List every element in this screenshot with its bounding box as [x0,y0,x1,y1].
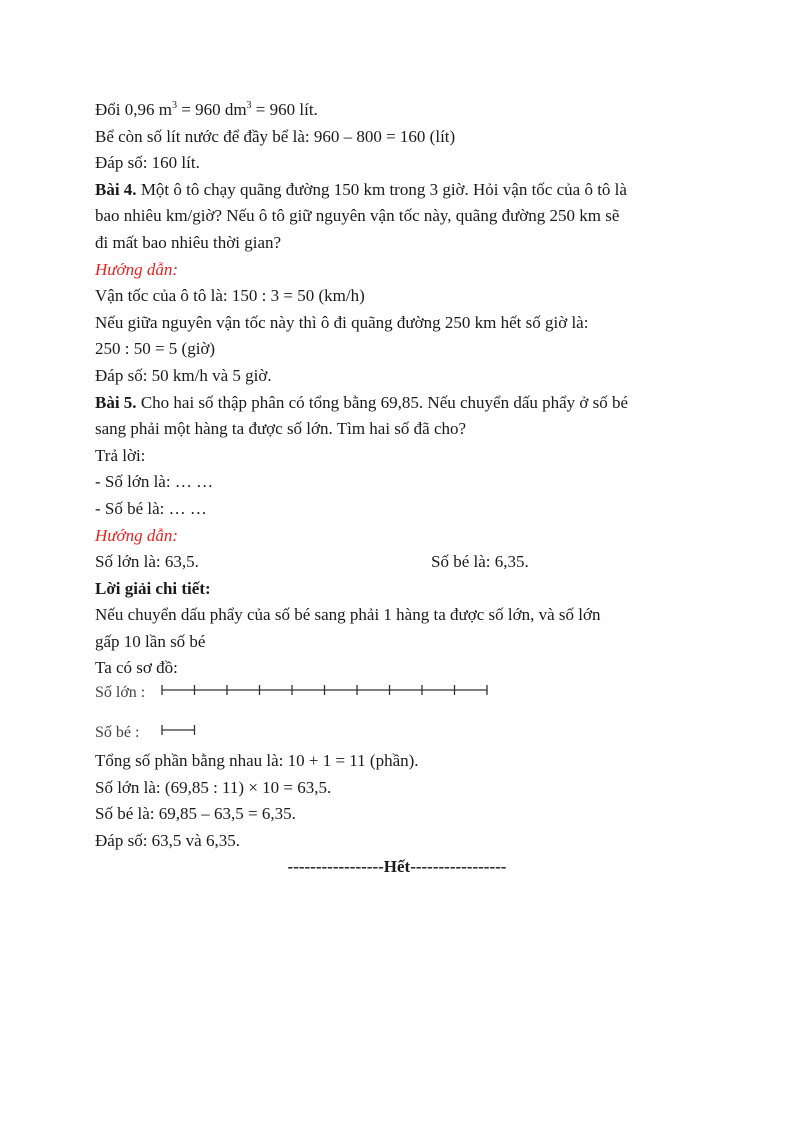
bai4-solution-3: 250 : 50 = 5 (giờ) [95,339,216,359]
cube-exponent-1: 3 [171,100,177,111]
calc-line-1: Tổng số phần bằng nhau là: 10 + 1 = 11 (phần). [95,751,419,771]
diagram-big-label: Số lớn : [95,684,146,702]
bai5-answers-row [95,549,695,576]
conversion-text-2: = 960 dm [176,100,247,119]
diagram-big-segment [160,682,490,698]
bai4-solution-2: Nếu giữa nguyên vận tốc này thì ô đi quãng đường 250 km hết số giờ là: [95,312,589,332]
conversion-line [95,97,695,124]
cube-exponent-2: 3 [246,100,252,111]
bai4-question-line-2: bao nhiêu km/giờ? Nếu ô tô giữ nguyên vận tốc này, quãng đường 250 km sẽ [95,206,620,226]
remaining-water-line: Bể còn số lít nước để đầy bể là: 960 – 800 = 160 (lít) [95,126,456,146]
document-page [95,97,695,881]
bai5-big-blank: - Số lớn là: … … [95,472,214,492]
calc-line-2: Số lớn là: (69,85 : 11) × 10 = 63,5. [95,777,332,797]
bai4-label: Bài 4. [95,179,137,199]
bai5-text-1: Cho hai số thập phân có tổng bằng 69,85. Nếu chuyển dấu phẩy ở số bé [136,392,629,412]
answer-line-bai3: Đáp số: 160 lít. [95,153,200,173]
bai5-guide-heading: Hướng dẫn: [95,525,179,545]
calc-line-3: Số bé là: 69,85 – 63,5 = 6,35. [95,804,296,824]
bai4-answer: Đáp số: 50 km/h và 5 giờ. [95,365,272,385]
bai5-question-line-1 [95,390,695,417]
diagram-small-label: Số bé : [95,724,140,742]
bai5-final-answer: Đáp số: 63,5 và 6,35. [95,830,240,850]
diagram-intro: Ta có sơ đồ: [95,658,178,678]
bai5-small-answer: Số bé là: 6,35. [431,552,529,572]
diagram-small-segment [160,722,220,738]
bai4-question-line-1 [95,177,695,204]
conversion-text-1: Đổi 0,96 m [95,100,172,119]
conversion-text-3: = 960 lít. [251,100,318,119]
detail-solution-heading: Lời giải chi tiết: [95,578,211,598]
bai5-reply-label: Trả lời: [95,445,146,465]
bai5-label: Bài 5. [95,392,137,412]
diagram-small-row [95,722,695,748]
bai4-guide-heading: Hướng dẫn: [95,259,179,279]
bai5-small-blank: - Số bé là: … … [95,498,207,518]
diagram-big-row [95,682,695,722]
bai5-question-line-2: sang phải một hàng ta được số lớn. Tìm hai số đã cho? [95,419,467,439]
bai5-big-answer: Số lớn là: 63,5. [95,552,199,572]
bai4-solution-1: Vận tốc của ô tô là: 150 : 3 = 50 (km/h) [95,286,365,306]
detail-line-2: gấp 10 lần số bé [95,631,206,651]
end-mark: -----------------Hết----------------- [287,857,507,877]
bai4-question-line-3: đi mất bao nhiêu thời gian? [95,232,282,252]
detail-line-1: Nếu chuyển dấu phẩy của số bé sang phải 1 hàng ta được số lớn, và số lớn [95,605,601,625]
bai4-text-1: Một ô tô chạy quãng đường 150 km trong 3 giờ. Hỏi vận tốc của ô tô là [136,179,627,199]
